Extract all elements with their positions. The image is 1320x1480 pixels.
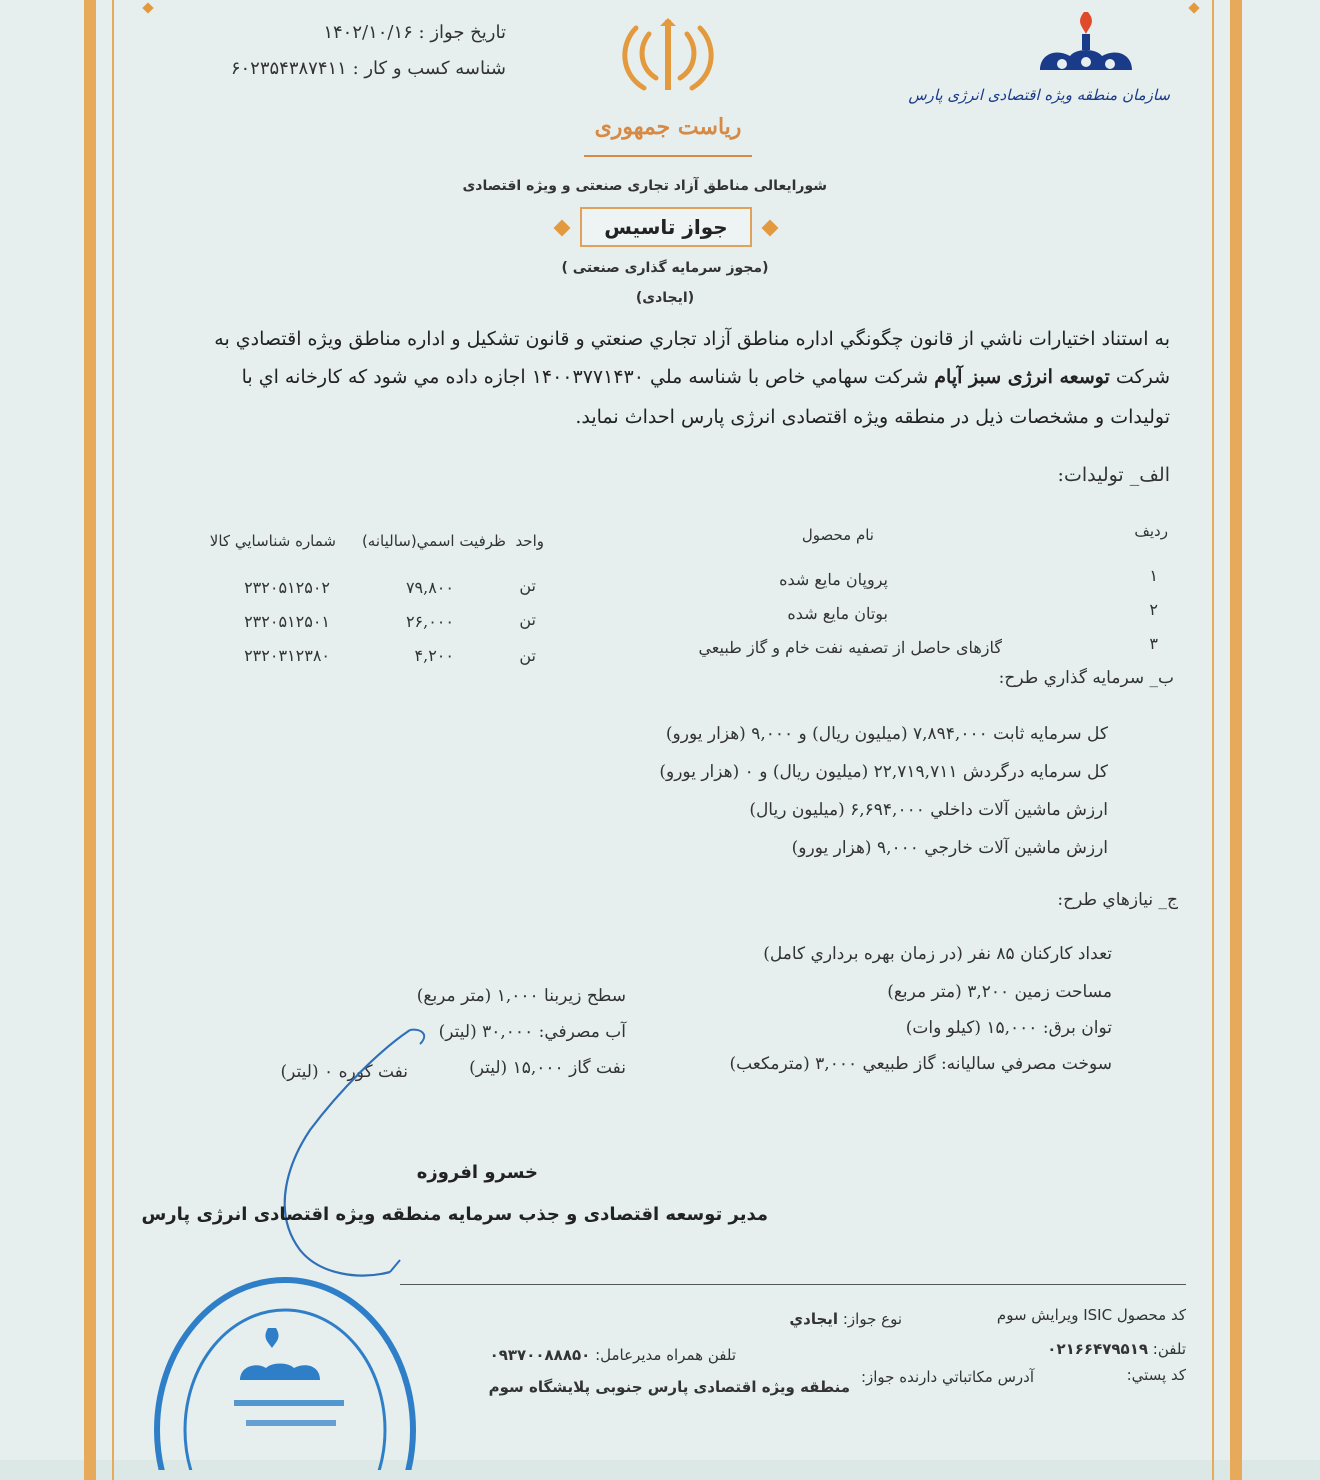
needs-land: مساحت زمين ۳,۲۰۰ (متر مربع) (887, 982, 1112, 1002)
council-name: شورایعالی مناطق آزاد تجاری صنعتی و ویژه اقتصادی (462, 178, 827, 194)
cell-name: بوتان مايع شده (787, 604, 888, 623)
address-text: منطقه ويژه اقتصادی پارس جنوبی پلايشگاه سوم (488, 1378, 850, 1396)
iran-emblem-icon (616, 16, 720, 98)
document-title (580, 207, 752, 247)
license-date-label: تاریخ جواز : (418, 22, 506, 43)
license-date (323, 22, 506, 43)
business-id-label: شناسه کسب و کار : (352, 58, 506, 79)
cell-row: ۱ (1149, 566, 1158, 585)
postal-code: كد پستي: (1126, 1366, 1186, 1384)
address-value (489, 1378, 850, 1396)
investment-foreign-machinery: ارزش ماشين آلات خارجي ۹,۰۰۰ (هزار يورو) (791, 838, 1108, 858)
intro-company-suffix: شركت سهامي خاص با شناسه ملي ۱۴۰۰۳۷۷۱۴۳۰ اجازه داده مي شود كه كارخانه اي با (241, 366, 929, 388)
cell-code: ۲۳۲۰۳۱۲۳۸۰ (244, 646, 330, 665)
document-title-text: جواز تاسیس (604, 215, 728, 239)
intro-line-3: توليدات و مشخصات ذيل در منطقه ويژه اقتصادی انرژی پارس احداث نمايد. (575, 406, 1170, 428)
ceo-mobile (490, 1346, 736, 1364)
license-date-value: ۱۴۰۲/۱۰/۱۶ (323, 22, 413, 43)
needs-kerosene: نفت كوره ۰ (ليتر) (280, 1062, 408, 1082)
col-header-capacity: ظرفيت اسمي(ساليانه) (361, 532, 506, 550)
document-subtitle: (مجوز سرمایه گذاری صنعتی ) (561, 260, 769, 276)
investment-fixed: كل سرمايه ثابت ۷,۸۹۴,۰۰۰ (ميليون ريال) و ۹,۰۰۰ (هزار يورو) (665, 724, 1108, 744)
needs-gas-oil: نفت گاز ۱۵,۰۰۰ (ليتر) (469, 1058, 626, 1078)
license-type-value: ايجادي (789, 1310, 839, 1328)
presidency-underline (584, 155, 752, 157)
company-name: توسعه انرژی سبز آپام (934, 366, 1110, 388)
handwritten-signature-icon (260, 1010, 440, 1300)
phone (1047, 1340, 1186, 1358)
pars-zone-logo-icon (1026, 8, 1146, 88)
col-header-unit: واحد (515, 532, 544, 550)
cell-code: ۲۳۲۰۵۱۲۵۰۱ (244, 612, 330, 631)
col-header-code: شماره شناسايي كالا (209, 532, 336, 550)
col-header-row: رديف (1134, 522, 1168, 540)
cell-capacity: ۴,۲۰۰ (414, 646, 454, 665)
intro-line-2 (242, 366, 1170, 388)
license-kind: (ایجادی) (635, 290, 695, 306)
investment-working: كل سرمايه درگردش ۲۲,۷۱۹,۷۱۱ (ميليون ريال) و ۰ (هزار يورو) (659, 762, 1108, 782)
cell-unit: تن (519, 610, 536, 629)
cell-row: ۲ (1149, 600, 1158, 619)
cell-unit: تن (519, 576, 536, 595)
business-id-value: ۶۰۲۳۵۴۳۸۷۴۱۱ (230, 58, 347, 79)
cell-row: ۳ (1149, 634, 1158, 653)
signatory-title: مدير توسعه اقتصادی و جذب سرمايه منطقه ويژه اقتصادی انرژی پارس (141, 1204, 768, 1225)
needs-heading: ج_ نيازهاي طرح: (1057, 890, 1178, 910)
logo-org-name: سازمان منطقه ویژه اقتصادی انرژی پارس (908, 86, 1170, 104)
cell-capacity: ۷۹,۸۰۰ (405, 578, 454, 597)
official-stamp-icon (150, 1270, 420, 1470)
intro-company-prefix: شركت (1115, 366, 1170, 388)
presidency-title: ریاست جمهوری (594, 114, 742, 140)
cell-capacity: ۲۶,۰۰۰ (405, 612, 454, 631)
ceo-mobile-label: تلفن همراه مديرعامل: (595, 1346, 736, 1364)
cell-name: گازهای حاصل از تصفيه نفت خام و گاز طبيعي (698, 638, 1002, 657)
needs-water: آب مصرفي: ۳۰,۰۰۰ (ليتر) (438, 1022, 626, 1042)
license-type (789, 1310, 902, 1328)
col-header-name: نام محصول (801, 526, 874, 544)
business-id (231, 58, 506, 79)
intro-line-1: به استناد اختيارات ناشي از قانون چگونگي اداره مناطق آزاد تجاري صنعتي و قانون تشكيل و اداره مناطق ويژه اقتصادي به (214, 328, 1170, 350)
ceo-mobile-value: ۰۹۳۷۰۰۸۸۸۵۰ (489, 1346, 591, 1364)
phone-value: ۰۲۱۶۶۴۷۹۵۱۹ (1047, 1340, 1149, 1358)
investment-domestic-machinery: ارزش ماشين آلات داخلي ۶,۶۹۴,۰۰۰ (ميليون ريال) (749, 800, 1108, 820)
footer-divider (400, 1284, 1186, 1285)
cell-name: پروپان مايع شده (779, 570, 888, 589)
license-type-label: نوع جواز: (842, 1310, 902, 1328)
cell-code: ۲۳۲۰۵۱۲۵۰۲ (244, 578, 330, 597)
signatory-name: خسرو افروزه (416, 1162, 538, 1183)
needs-power: توان برق: ۱۵,۰۰۰ (كيلو وات) (905, 1018, 1112, 1038)
address-label: آدرس مكاتباتي دارنده جواز: (860, 1368, 1034, 1386)
cell-unit: تن (519, 646, 536, 665)
isic-code: كد محصول ISIC ويرايش سوم (996, 1306, 1186, 1324)
needs-built-area: سطح زيربنا ۱,۰۰۰ (متر مربع) (416, 986, 626, 1006)
needs-staff: تعداد كاركنان ۸۵ نفر (در زمان بهره برداري كامل) (763, 944, 1112, 964)
phone-label: تلفن: (1152, 1340, 1186, 1358)
needs-fuel: سوخت مصرفي ساليانه: گاز طبيعي ۳,۰۰۰ (مترمكعب) (729, 1054, 1112, 1074)
investment-heading: ب_ سرمايه گذاري طرح: (998, 668, 1174, 688)
products-heading: الف_ توليدات: (1057, 464, 1170, 486)
